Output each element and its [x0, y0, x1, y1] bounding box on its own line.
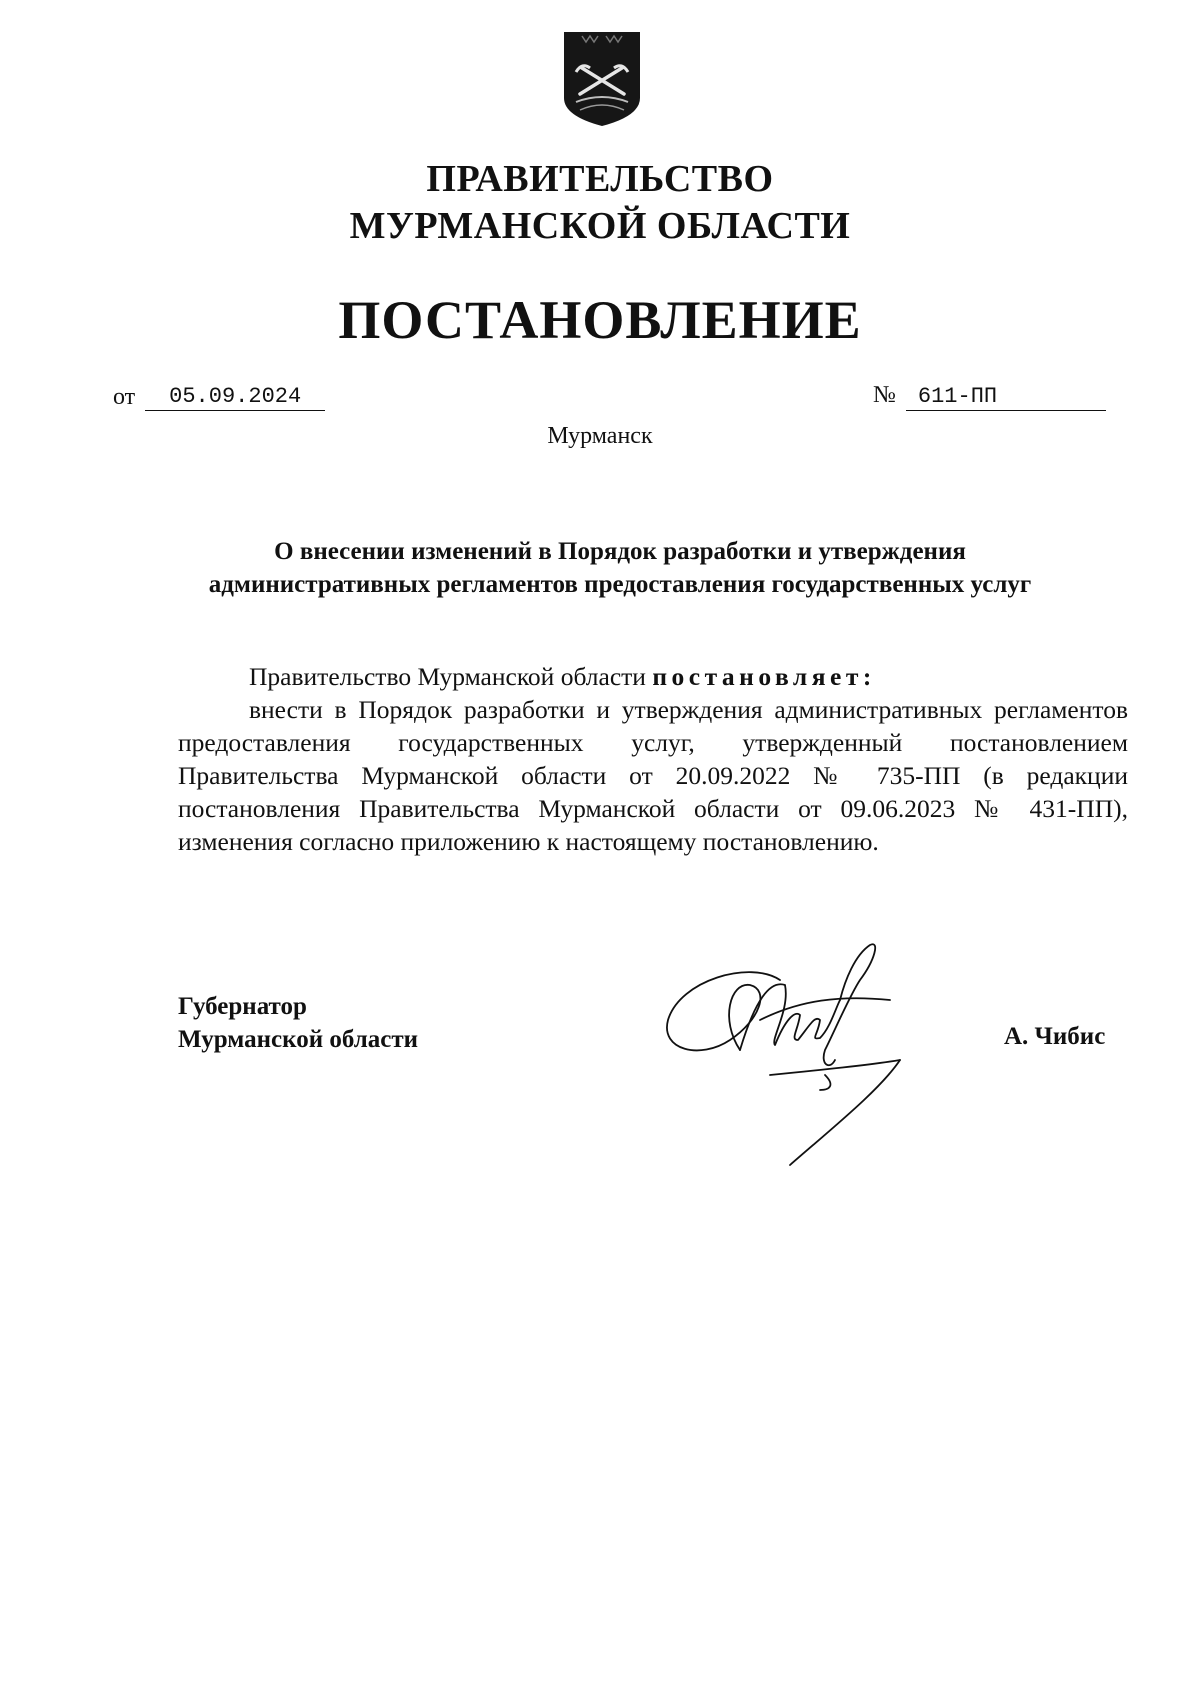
number-prefix: № [873, 382, 896, 408]
document-city: Мурманск [547, 423, 653, 449]
coat-of-arms-icon [560, 28, 644, 128]
handwritten-signature-icon [660, 940, 980, 1170]
document-number-field [873, 382, 1106, 411]
signatory-title-line1: Губернатор [178, 993, 307, 1020]
document-subject [140, 535, 1100, 601]
document-date-field [113, 382, 325, 411]
date-prefix: от [113, 384, 136, 410]
government-name-line2: МУРМАНСКОЙ ОБЛАСТИ [349, 205, 851, 247]
document-number: 611-ПП [906, 384, 1106, 411]
subject-line1: О внесении изменений в Порядок разработки и утверждения [274, 538, 966, 565]
signatory-title-line2: Мурманской области [178, 1026, 419, 1053]
signatory-name: А. Чибис [1004, 1023, 1106, 1050]
resolves-keyword: постановляет: [652, 662, 876, 691]
government-name-line1: ПРАВИТЕЛЬСТВО [426, 158, 774, 200]
document-type-title: ПОСТАНОВЛЕНИЕ [338, 290, 862, 350]
body-paragraph-1 [178, 660, 1128, 693]
body-paragraph-1-text: Правительство Мурманской области [249, 662, 653, 691]
body-paragraph-2: внести в Порядок разработки и утверждения административных регламентов предоставления государственных услуг, утвержденный постановлением Правительства Мурманской области от 20.09.2022 № 735-ПП (в редакции постановления Правительства Мурманской области от 09.06.2023 № 431-ПП), изменения согласно приложению к настоящему постановлению. [178, 695, 1128, 856]
signatory-title [178, 990, 418, 1056]
document-body [178, 660, 1128, 858]
document-date: 05.09.2024 [145, 384, 325, 411]
subject-line2: административных регламентов предоставления государственных услуг [208, 571, 1032, 598]
